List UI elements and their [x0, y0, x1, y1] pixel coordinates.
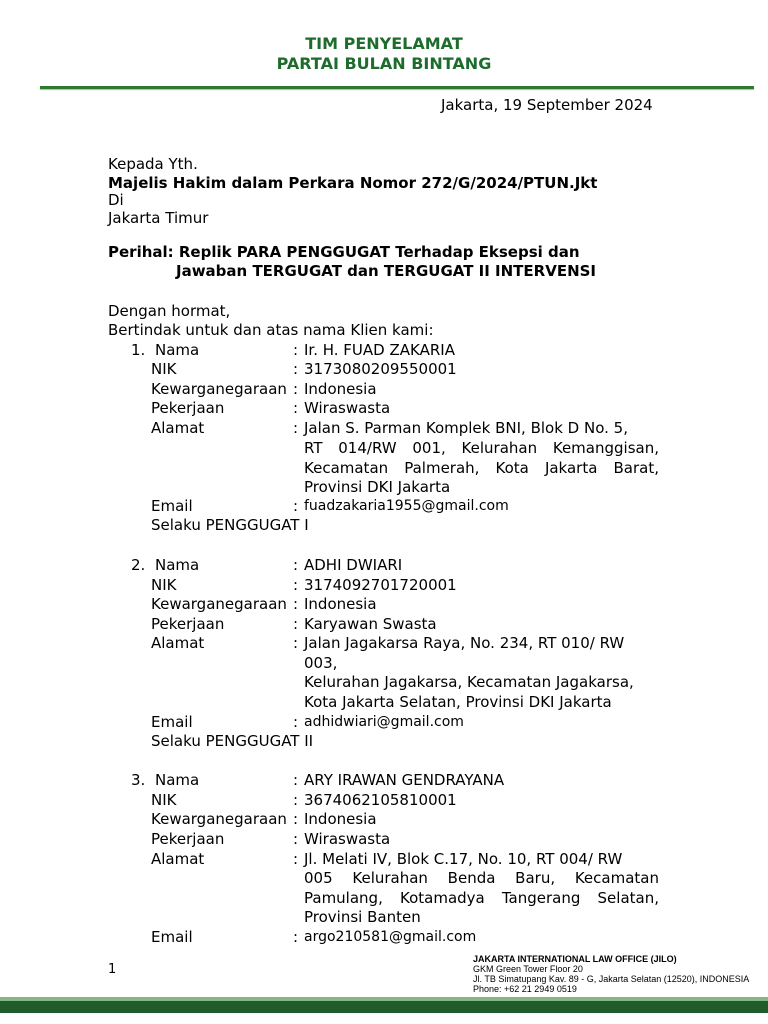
- recipient-salutation: Kepada Yth.: [108, 155, 198, 173]
- letterhead-subtitle: PARTAI BULAN BINTANG: [276, 54, 492, 73]
- client-alamat-line-3: Kelurahan Jagakarsa, Kecamatan Jagakarsa,: [304, 673, 634, 691]
- letterhead-title: TIM PENYELAMAT: [305, 34, 463, 53]
- client-nama: Ir. H. FUAD ZAKARIA: [304, 341, 455, 359]
- colon: :: [293, 556, 299, 574]
- client-alamat-rest: RT 014/RW 001, Kelurahan Kemanggisan, Kecamatan Palmerah, Kota Jakarta Barat, Provinsi DKI Jakarta: [304, 439, 659, 496]
- intro-text: Bertindak untuk dan atas nama Klien kami:: [108, 321, 434, 339]
- client-pekerjaan: Karyawan Swasta: [304, 615, 437, 633]
- colon: :: [293, 497, 299, 515]
- client-email: argo210581@gmail.com: [304, 929, 477, 945]
- subject-line-1: Perihal: Replik PARA PENGGUGAT Terhadap Eksepsi dan: [108, 243, 580, 261]
- client-alamat-first: Jalan Jagakarsa Raya, No. 234, RT 010/ RW: [304, 634, 625, 652]
- label-alamat: Alamat: [151, 850, 205, 868]
- label-kewarganegaraan: Kewarganegaraan: [151, 810, 287, 828]
- colon: :: [293, 713, 299, 731]
- colon: :: [293, 576, 299, 594]
- client-alamat-first: Jl. Melati IV, Blok C.17, No. 10, RT 004/ RW: [304, 850, 623, 868]
- client-nik: 3173080209550001: [304, 360, 457, 378]
- footer-office-name: JAKARTA INTERNATIONAL LAW OFFICE (JILO): [473, 954, 677, 964]
- colon: :: [293, 928, 299, 946]
- client-pekerjaan: Wiraswasta: [304, 830, 391, 848]
- colon: :: [293, 399, 299, 417]
- colon: :: [293, 810, 299, 828]
- colon: :: [293, 341, 299, 359]
- client-nama: ARY IRAWAN GENDRAYANA: [304, 771, 505, 789]
- client-role: Selaku PENGGUGAT II: [151, 732, 314, 750]
- client-number: 3.: [131, 771, 146, 789]
- footer-phone: Phone: +62 21 2949 0519: [473, 984, 577, 994]
- label-nik: NIK: [151, 791, 177, 809]
- colon: :: [293, 850, 299, 868]
- label-nama: Nama: [155, 771, 200, 789]
- client-alamat-line-2: 003,: [304, 654, 338, 672]
- footer-street: Jl. TB Simatupang Kav. 89 - G, Jakarta Selatan (12520), INDONESIA: [473, 974, 750, 984]
- client-number: 2.: [131, 556, 146, 574]
- client-number: 1.: [131, 341, 146, 359]
- label-pekerjaan: Pekerjaan: [151, 399, 225, 417]
- header-divider: [40, 86, 754, 89]
- label-nik: NIK: [151, 576, 177, 594]
- client-role: Selaku PENGGUGAT I: [151, 516, 309, 534]
- recipient-name: Majelis Hakim dalam Perkara Nomor 272/G/2024/PTUN.Jkt: [108, 174, 598, 192]
- colon: :: [293, 615, 299, 633]
- page-number: 1: [108, 962, 117, 977]
- colon: :: [293, 595, 299, 613]
- footer-band-dark: [0, 1001, 768, 1013]
- label-kewarganegaraan: Kewarganegaraan: [151, 380, 287, 398]
- client-nik: 3674062105810001: [304, 791, 457, 809]
- colon: :: [293, 771, 299, 789]
- recipient-di: Di: [108, 191, 124, 209]
- colon: :: [293, 830, 299, 848]
- footer-building: GKM Green Tower Floor 20: [473, 964, 583, 974]
- label-nik: NIK: [151, 360, 177, 378]
- client-alamat-first: Jalan S. Parman Komplek BNI, Blok D No. 5,: [304, 419, 628, 437]
- recipient-city: Jakarta Timur: [108, 209, 209, 227]
- label-nama: Nama: [155, 556, 200, 574]
- label-pekerjaan: Pekerjaan: [151, 615, 225, 633]
- client-email: fuadzakaria1955@gmail.com: [304, 498, 509, 514]
- label-alamat: Alamat: [151, 634, 205, 652]
- colon: :: [293, 419, 299, 437]
- client-kewarganegaraan: Indonesia: [304, 810, 377, 828]
- label-email: Email: [151, 497, 193, 515]
- label-kewarganegaraan: Kewarganegaraan: [151, 595, 287, 613]
- client-kewarganegaraan: Indonesia: [304, 380, 377, 398]
- label-alamat: Alamat: [151, 419, 205, 437]
- colon: :: [293, 634, 299, 652]
- colon: :: [293, 380, 299, 398]
- client-email: adhidwiari@gmail.com: [304, 714, 464, 730]
- colon: :: [293, 791, 299, 809]
- client-nik: 3174092701720001: [304, 576, 457, 594]
- client-kewarganegaraan: Indonesia: [304, 595, 377, 613]
- greeting: Dengan hormat,: [108, 302, 231, 320]
- colon: :: [293, 360, 299, 378]
- label-pekerjaan: Pekerjaan: [151, 830, 225, 848]
- label-email: Email: [151, 713, 193, 731]
- letter-date: Jakarta, 19 September 2024: [441, 96, 653, 114]
- client-alamat-line-4: Kota Jakarta Selatan, Provinsi DKI Jakarta: [304, 693, 612, 711]
- client-nama: ADHI DWIARI: [304, 556, 403, 574]
- client-alamat-rest: 005 Kelurahan Benda Baru, Kecamatan Pamulang, Kotamadya Tangerang Selatan, Provinsi Banten: [304, 869, 659, 926]
- subject-line-2: Jawaban TERGUGAT dan TERGUGAT II INTERVENSI: [176, 262, 597, 280]
- label-email: Email: [151, 928, 193, 946]
- client-pekerjaan: Wiraswasta: [304, 399, 391, 417]
- label-nama: Nama: [155, 341, 200, 359]
